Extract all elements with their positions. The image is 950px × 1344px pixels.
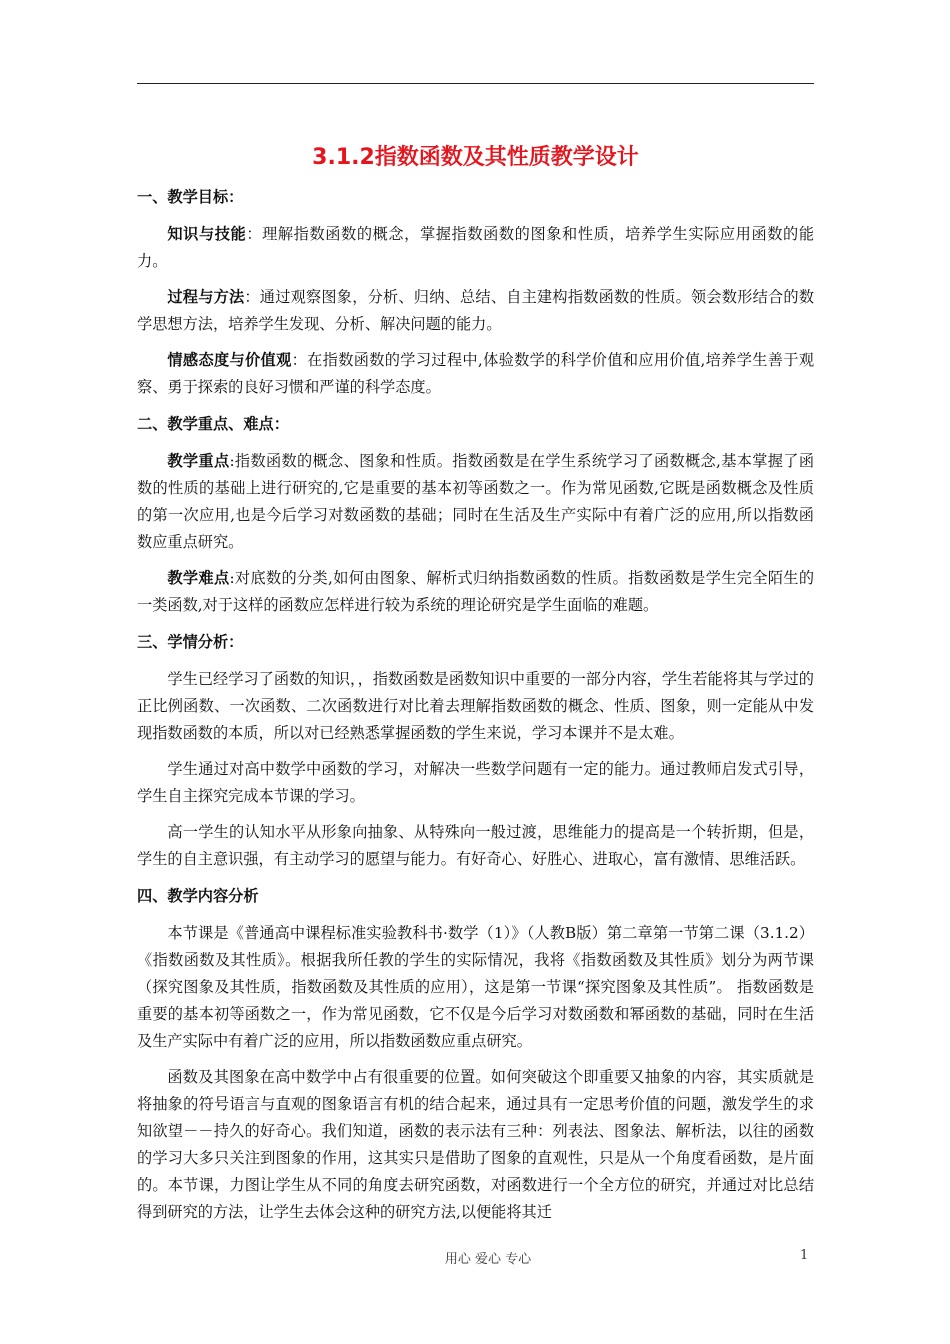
paragraph — [137, 448, 814, 556]
paragraph-text: 学生已经学习了函数的知识，，指数函数是函数知识中重要的一部分内容，学生若能将其与学过的正比例函数、一次函数、二次函数进行对比着去理解指数函数的概念、性质、图象，则一定能从中发现指数函数的本质，所以对已经熟悉掌握函数的学生来说，学习本课并不是太难。 — [137, 670, 814, 742]
paragraph — [137, 221, 814, 275]
paragraph-label: 知识与技能 — [167, 225, 247, 243]
paragraph — [137, 819, 814, 873]
page-title: 3.1.2指数函数及其性质教学设计 — [312, 145, 639, 170]
paragraph-text: ：在指数函数的学习过程中,体验数学的科学价值和应用价值,培养学生善于观察、勇于探索的良好习惯和严谨的科学态度。 — [137, 351, 815, 396]
section-heading: 二、教学重点、难点： — [137, 415, 289, 433]
page-number: 1 — [800, 1248, 809, 1263]
paragraph-label: 过程与方法 — [167, 288, 245, 306]
section-key-points — [137, 411, 814, 619]
paragraph — [137, 347, 814, 401]
footer-motto: 用心 爱心 专心 — [444, 1252, 532, 1267]
paragraph-text: :对底数的分类,如何由图象、解析式归纳指数函数的性质。指数函数是学生完全陌生的一类函数,对于这样的函数应怎样进行较为系统的理论研究是学生面临的难题。 — [137, 569, 815, 614]
paragraph-label: 教学重点 — [167, 452, 230, 470]
paragraph — [137, 565, 814, 619]
paragraph — [137, 920, 814, 1055]
header-rule — [137, 83, 814, 84]
paragraph-label: 教学难点 — [167, 569, 230, 587]
paragraph-text: ：通过观察图象，分析、归纳、总结、自主建构指数函数的性质。领会数形结合的数学思想方法，培养学生发现、分析、解决问题的能力。 — [137, 288, 815, 333]
paragraph-text: 函数及其图象在高中数学中占有很重要的位置。如何突破这个即重要又抽象的内容，其实质就是将抽象的符号语言与直观的图象语言有机的结合起来，通过具有一定思考价值的问题，激发学生的求知欲望－－持久的好奇心。我们知道，函数的表示法有三种：列表法、图象法、解析法，以往的函数的学习大多只关注到图象的作用，这其实只是借助了图象的直观性，只是从一个角度看函数，是片面的。本节课，力图让学生从不同的角度去研究函数，对函数进行一个全方位的研究，并通过对比总结得到研究的方法，让学生去体会这种的研究方法,以便能将其迁 — [137, 1068, 814, 1221]
section-heading: 四、教学内容分析 — [137, 887, 259, 905]
paragraph-label: 情感态度与价值观 — [167, 351, 292, 369]
paragraph-text: :指数函数的概念、图象和性质。指数函数是在学生系统学习了函数概念,基本掌握了函数的性质的基础上进行研究的,它是重要的基本初等函数之一。作为常见函数,它既是函数概念及性质的第一次应用,也是今后学习对数函数的基础；同时在生活及生产实际中有着广泛的应用,所以指数函数应重点研究。 — [137, 452, 815, 551]
paragraph — [137, 666, 814, 747]
section-content-analysis — [137, 883, 814, 1226]
paragraph-text: 高一学生的认知水平从形象向抽象、从特殊向一般过渡，思维能力的提高是一个转折期，但是，学生的自主意识强，有主动学习的愿望与能力。有好奇心、好胜心、进取心，富有激情、思维活跃。 — [137, 823, 814, 868]
paragraph — [137, 756, 814, 810]
paragraph — [137, 1064, 814, 1226]
paragraph-text: 本节课是《普通高中课程标准实验教科书·数学（1）》（人教B版）第二章第一节第二课（3.1.2）《指数函数及其性质》。根据我所任教的学生的实际情况，我将《指数函数及其性质》划分为两节课（探究图象及其性质，指数函数及其性质的应用），这是第一节课“探究图象及其性质”。 指数函数是重要的基本初等函数之一，作为常见函数，它不仅是今后学习对数函数和幂函数的基础，同时在生活及生产实际中有着广泛的应用，所以指数函数应重点研究。 — [137, 924, 814, 1050]
section-heading: 三、学情分析： — [137, 633, 244, 651]
section-student-analysis — [137, 629, 814, 873]
paragraph-text: ：理解指数函数的概念，掌握指数函数的图象和性质，培养学生实际应用函数的能力。 — [137, 225, 815, 270]
document-body — [137, 184, 814, 1236]
section-heading: 一、教学目标： — [137, 188, 244, 206]
section-objectives — [137, 184, 814, 401]
paragraph-text: 学生通过对高中数学中函数的学习，对解决一些数学问题有一定的能力。通过教师启发式引导，学生自主探究完成本节课的学习。 — [137, 760, 814, 805]
paragraph — [137, 284, 814, 338]
